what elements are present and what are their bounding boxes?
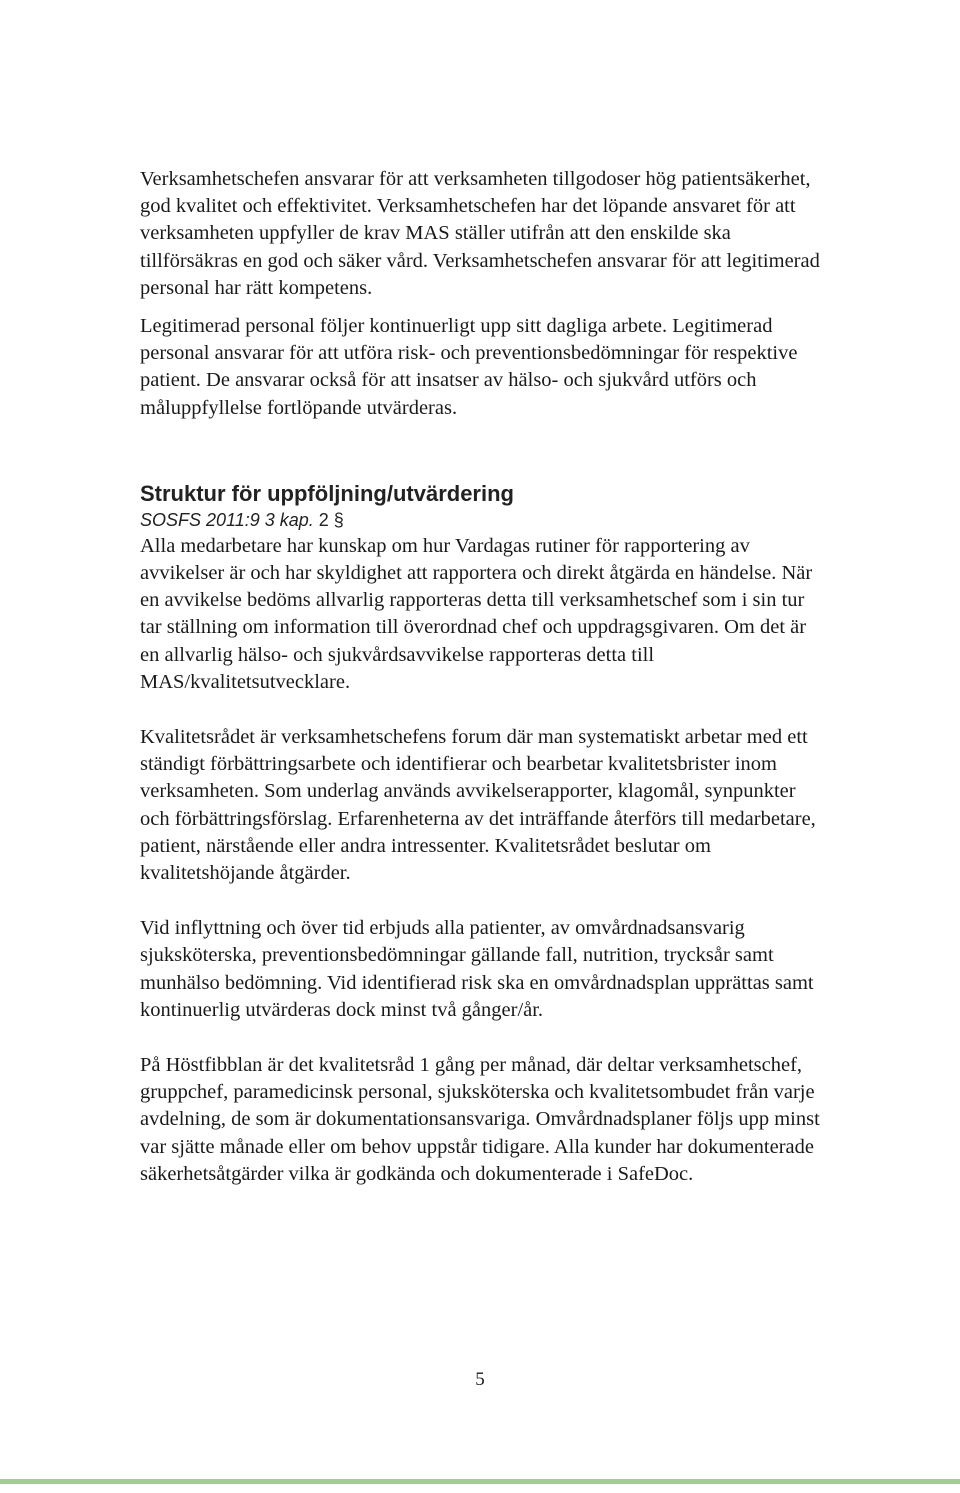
reference-number: 2 § [318, 509, 344, 530]
document-body [140, 166, 830, 1188]
footer-line [0, 1479, 960, 1484]
paragraph-verksamhetschef: Verksamhetschefen ansvarar för att verksamheten tillgodoser hög patientsäkerhet, god kvalitet och effektivitet. Verksamhetschefen har det löpande ansvaret för att verksamheten uppfyller de krav MAS ställer utifrån att den enskilde ska tillförsäkras en god och säker vård. Verksamhetschefen ansvarar för att legitimerad personal har rätt kompetens. [140, 168, 820, 299]
page-number: 5 [475, 1369, 485, 1390]
paragraph-kvalitetsradet: Kvalitetsrådet är verksamhetschefens forum där man systematiskt arbetar med ett ständigt förbättringsarbete och identifierar och bearbetar kvalitetsbrister inom verksamheten. Som underlag används avvikelserapporter, klagomål, synpunkter och förbättringsförslag. Erfarenheterna av det inträffande återförs till medarbetare, patient, närstående eller andra intressenter. Kvalitetsrådet beslutar om kvalitetshöjande åtgärder. [140, 726, 816, 885]
reference-text: SOSFS 2011:9 3 kap. [140, 509, 314, 530]
section-reference [140, 508, 830, 533]
paragraph-inflyttning: Vid inflyttning och över tid erbjuds alla patienter, av omvårdnadsansvarig sjuksköterska, preventionsbedömningar gällande fall, nutrition, trycksår samt munhälso bedömning. Vid identifierad risk ska en omvårdnadsplan upprättas samt kontinuerlig utvärderas dock minst två gånger/år. [140, 917, 814, 1021]
section-heading: Struktur för uppföljning/utvärdering [140, 480, 514, 506]
paragraph-hostfibblan: På Höstfibblan är det kvalitetsråd 1 gång per månad, där deltar verksamhetschef, gruppchef, paramedicinsk personal, sjuksköterska och kvalitetsombudet från varje avdelning, de som är dokumentationsansvariga. Omvårdnadsplaner följs upp minst var sjätte månade eller om behov uppstår tidigare. Alla kunder har dokumenterade säkerhetsåtgärder vilka är godkända och dokumenterade i SafeDoc. [140, 1054, 820, 1185]
paragraph-avvikelser: Alla medarbetare har kunskap om hur Vardagas rutiner för rapportering av avvikelser är och har skyldighet att rapportera och direkt åtgärda en händelse. När en avvikelse bedöms allvarlig rapporteras detta till verksamhetschef som i sin tur tar ställning om information till överordnad chef och uppdragsgivaren. Om det är en allvarlig hälso- och sjukvårdsavvikelse rapporteras detta till MAS/kvalitetsutvecklare. [140, 534, 813, 693]
paragraph-legitimerad-personal: Legitimerad personal följer kontinuerligt upp sitt dagliga arbete. Legitimerad personal ansvarar för att utföra risk- och preventionsbedömningar för respektive patient. De ansvarar också för att insatser av hälso- och sjukvård utförs och måluppfyllelse fortlöpande utvärderas. [140, 315, 798, 419]
